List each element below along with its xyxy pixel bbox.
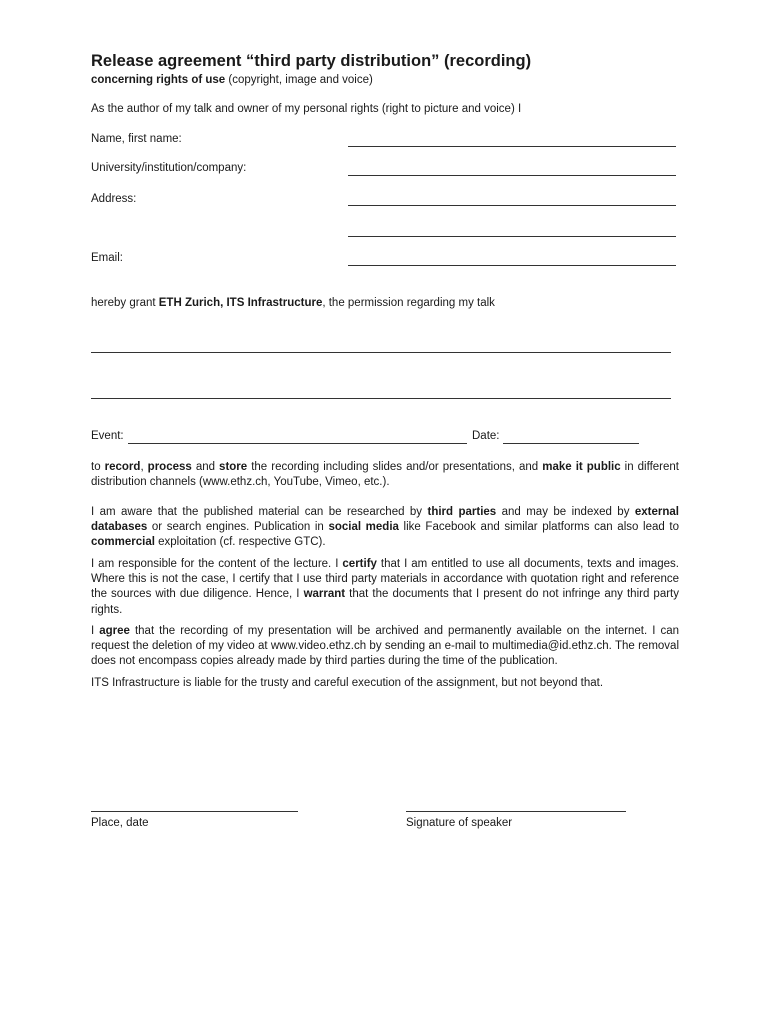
signature-label: Signature of speaker <box>406 817 513 829</box>
date-label: Date: <box>472 430 500 442</box>
grant-pre: hereby grant <box>91 297 159 309</box>
institution-field[interactable] <box>348 175 676 176</box>
aware-text-4: like Facebook and similar platforms can also lead to <box>398 521 679 534</box>
document-subtitle <box>91 74 373 86</box>
name-label: Name, first name: <box>91 133 182 145</box>
place-date-field[interactable] <box>91 811 298 812</box>
purpose-paragraph <box>91 460 679 490</box>
aware-bold-external-databases: external databases <box>91 506 679 534</box>
agree-bold-agree: agree <box>99 625 130 637</box>
liability-text: ITS Infrastructure is liable for the trusty and careful execution of the assignment, but not beyond that. <box>91 677 604 689</box>
name-field[interactable] <box>348 146 676 147</box>
signature-field[interactable] <box>406 811 626 812</box>
grant-post: , the permission regarding my talk <box>322 297 495 309</box>
talk-field-line-2[interactable] <box>91 398 671 399</box>
responsible-text-3: that the documents that I present do not infringe any third party rights. <box>91 588 679 616</box>
aware-paragraph <box>91 505 679 551</box>
date-field[interactable] <box>503 443 639 444</box>
agree-text-1: I <box>91 625 100 637</box>
subtitle-bold: concerning rights of use <box>91 74 226 86</box>
aware-text-1: I am aware that the published material can be researched by <box>91 506 428 518</box>
purpose-bold-public: make it public <box>542 461 621 473</box>
place-date-label: Place, date <box>91 817 149 829</box>
institution-label: University/institution/company: <box>91 162 247 174</box>
purpose-text-2: , <box>140 461 148 473</box>
purpose-bold-process: process <box>147 461 192 473</box>
aware-text-3: or search engines. Publication in <box>147 521 329 534</box>
grant-bold: ETH Zurich, ITS Infrastructure <box>158 297 323 309</box>
intro-text: As the author of my talk and owner of my personal rights (right to picture and voice) I <box>91 103 522 115</box>
purpose-text-1: to <box>91 461 105 473</box>
aware-bold-commercial: commercial <box>91 536 155 549</box>
document-title: Release agreement “third party distribution” (recording) <box>91 52 532 70</box>
address-field-line-1[interactable] <box>348 205 676 206</box>
email-field[interactable] <box>348 265 676 266</box>
purpose-text-4: the recording including slides and/or presentations, and <box>247 461 543 473</box>
responsible-bold-certify: certify <box>342 558 377 570</box>
subtitle-rest: (copyright, image and voice) <box>225 74 373 86</box>
responsible-text-2: that I am entitled to use all documents, texts and images. Where this is not the case, I certify that I use third party materials in accordance with quotation right and reference the sources with due diligence. Hence, I <box>91 558 679 601</box>
agree-paragraph <box>91 624 679 670</box>
aware-bold-third-parties: third parties <box>427 506 497 518</box>
event-field[interactable] <box>128 443 467 444</box>
responsible-text-1: I am responsible for the content of the lecture. I <box>91 558 343 570</box>
purpose-bold-store: store <box>219 461 248 473</box>
responsible-bold-warrant: warrant <box>303 588 346 601</box>
event-label: Event: <box>91 430 124 442</box>
email-label: Email: <box>91 252 123 264</box>
purpose-text-3: and <box>191 461 220 473</box>
address-label: Address: <box>91 193 137 205</box>
grant-text <box>91 297 495 309</box>
aware-text-5: exploitation (cf. respective GTC). <box>154 536 326 549</box>
agree-text-2: that the recording of my presentation will be archived and permanently available on the internet. I can request the deletion of my video at www.video.ethz.ch by sending an e-mail to multimedia@id.ethz.ch. The removal does not encompass copies already made by third parties during the time of the publication. <box>91 625 679 668</box>
address-field-line-2[interactable] <box>348 236 676 237</box>
aware-bold-social-media: social media <box>328 521 399 534</box>
purpose-bold-record: record <box>104 461 141 473</box>
talk-field-line-1[interactable] <box>91 352 671 353</box>
responsible-paragraph <box>91 557 679 618</box>
purpose-text-5: in different distribution channels (www.ethz.ch, YouTube, Vimeo, etc.). <box>91 461 679 489</box>
aware-text-2: and may be indexed by <box>496 506 635 518</box>
